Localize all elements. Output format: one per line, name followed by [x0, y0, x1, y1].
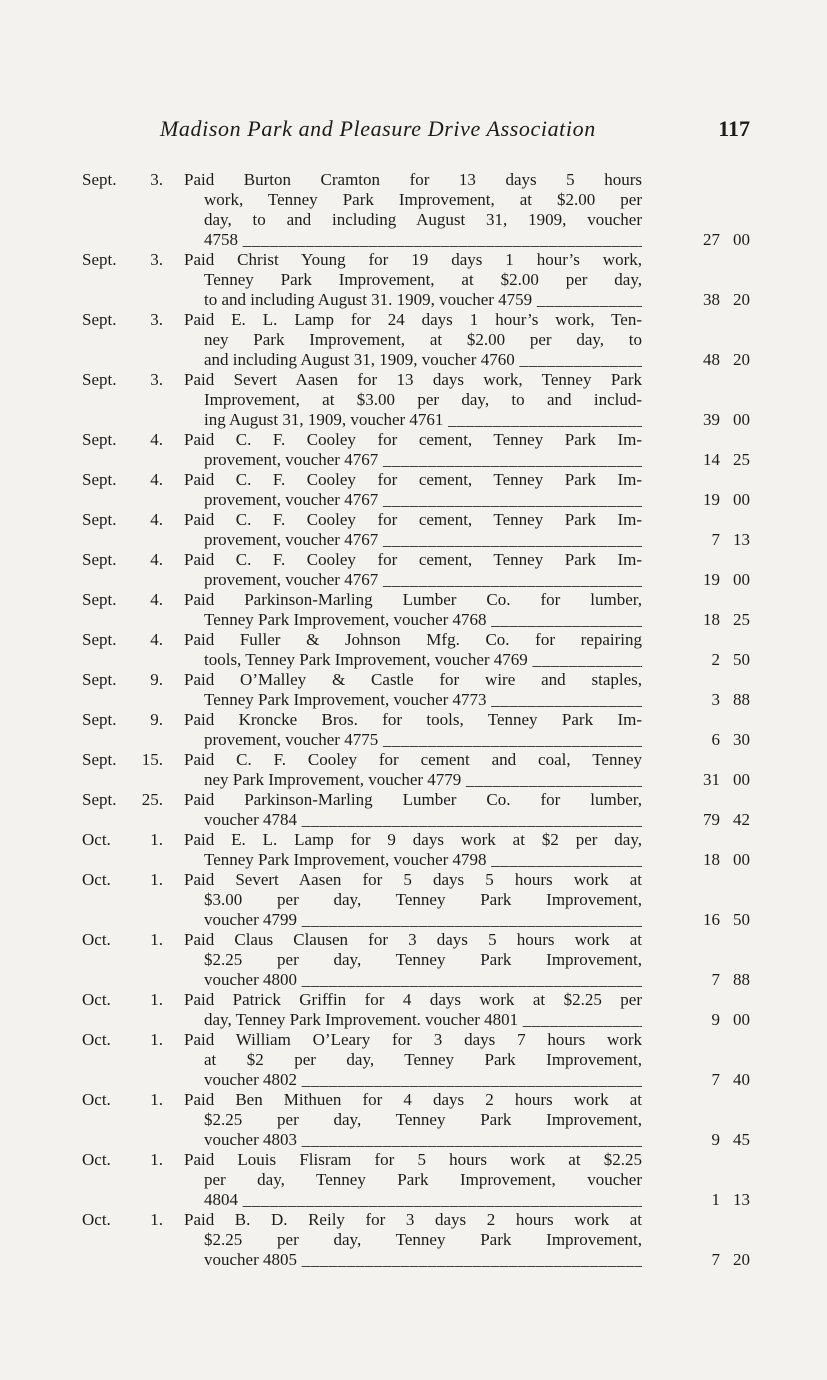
- entry-text-line: voucher 4784 _____: [184, 810, 642, 830]
- entry-text-line: provement, voucher 4775 _____: [184, 730, 642, 750]
- entry-amount: [688, 770, 750, 790]
- entry-text-line: Improvement, at $3.00 per day, to and includ-: [204, 390, 642, 409]
- amount-dollars: 31: [703, 770, 720, 789]
- entry-text-line: Paid O’Malley & Castle for wire and staples,: [184, 670, 642, 689]
- amount-dollars: 48: [703, 350, 720, 369]
- amount-dollars: 18: [703, 850, 720, 869]
- entry-description: [184, 870, 642, 930]
- entry-description: [184, 250, 642, 310]
- amount-cents: 00: [733, 410, 750, 429]
- entry-text-line: Paid Ben Mithuen for 4 days 2 hours work at: [184, 1090, 642, 1109]
- entry-text-line: Tenney Park Improvement, voucher 4798 _____: [184, 850, 642, 870]
- entry-text-line: $2.25 per day, Tenney Park Improvement,: [204, 950, 642, 969]
- amount-cents: 42: [733, 810, 750, 829]
- entry-amount: [688, 610, 750, 630]
- entry-day: 9.: [150, 670, 163, 689]
- entry-day: 4.: [150, 630, 163, 649]
- entry-day: 1.: [150, 1090, 163, 1109]
- entry-text-line: voucher 4805 _____: [184, 1250, 642, 1270]
- ledger-entry: [0, 870, 827, 930]
- entry-description: [184, 470, 642, 510]
- entry-amount: [688, 690, 750, 710]
- entry-text-line: at $2 per day, Tenney Park Improvement,: [204, 1050, 642, 1069]
- entry-description: [184, 370, 642, 430]
- amount-dollars: 38: [703, 290, 720, 309]
- entry-text-line: Tenney Park Improvement, at $2.00 per day,: [204, 270, 642, 289]
- entry-day: 4.: [150, 510, 163, 529]
- entry-amount: [688, 730, 750, 750]
- entry-text-line: voucher 4799 _____: [184, 910, 642, 930]
- ledger-entry: [0, 1030, 827, 1090]
- amount-dollars: 18: [703, 610, 720, 629]
- entry-day: 25.: [141, 790, 163, 809]
- entry-amount: [688, 450, 750, 470]
- entry-month: Sept.: [82, 550, 117, 569]
- ledger-entry: [0, 930, 827, 990]
- amount-dollars: 19: [703, 490, 720, 509]
- entry-amount: [688, 850, 750, 870]
- entry-day: 3.: [150, 370, 163, 389]
- ledger-entry: [0, 170, 827, 250]
- amount-cents: 20: [733, 290, 750, 309]
- amount-dollars: 9: [711, 1130, 720, 1149]
- entry-description: [184, 630, 642, 670]
- amount-cents: 25: [733, 450, 750, 469]
- ledger-entry: [0, 250, 827, 310]
- ledger-entry: [0, 370, 827, 430]
- ledger-entry: [0, 630, 827, 670]
- entry-amount: [688, 350, 750, 370]
- entry-text-line: to and including August 31. 1909, voucher 4759 _____: [184, 290, 642, 310]
- entry-month: Sept.: [82, 790, 117, 809]
- entry-text-line: Paid Burton Cramton for 13 days 5 hours: [184, 170, 642, 189]
- ledger-entry: [0, 470, 827, 510]
- entry-amount: [688, 650, 750, 670]
- entry-text-line: Paid Fuller & Johnson Mfg. Co. for repairing: [184, 630, 642, 649]
- entry-month: Sept.: [82, 630, 117, 649]
- ledger-entry: [0, 790, 827, 830]
- entry-month: Oct.: [82, 990, 111, 1009]
- entry-text-line: voucher 4800 _____: [184, 970, 642, 990]
- entry-amount: [688, 570, 750, 590]
- entry-day: 3.: [150, 310, 163, 329]
- entry-amount: [688, 1130, 750, 1150]
- entry-text-line: provement, voucher 4767 _____: [184, 530, 642, 550]
- entry-text-line: ney Park Improvement, at $2.00 per day, to: [204, 330, 642, 349]
- entry-text-line: Paid Louis Flisram for 5 hours work at $2.25: [184, 1150, 642, 1169]
- ledger-entry: [0, 430, 827, 470]
- amount-cents: 13: [733, 1190, 750, 1209]
- entry-day: 4.: [150, 470, 163, 489]
- ledger-entry: [0, 710, 827, 750]
- entry-month: Oct.: [82, 1090, 111, 1109]
- amount-dollars: 6: [711, 730, 720, 749]
- amount-cents: 50: [733, 910, 750, 929]
- entry-day: 3.: [150, 170, 163, 189]
- entry-description: [184, 550, 642, 590]
- ledger-entry: [0, 750, 827, 790]
- entry-text-line: voucher 4803 _____: [184, 1130, 642, 1150]
- entry-description: [184, 790, 642, 830]
- entry-text-line: day, Tenney Park Improvement. voucher 4801 _____: [184, 1010, 642, 1030]
- amount-cents: 00: [733, 850, 750, 869]
- entry-text-line: $2.25 per day, Tenney Park Improvement,: [204, 1110, 642, 1129]
- entry-month: Oct.: [82, 930, 111, 949]
- entry-amount: [688, 810, 750, 830]
- amount-dollars: 7: [711, 530, 720, 549]
- amount-cents: 00: [733, 1010, 750, 1029]
- entry-amount: [688, 530, 750, 550]
- entry-amount: [688, 410, 750, 430]
- entry-day: 1.: [150, 830, 163, 849]
- entry-month: Oct.: [82, 1210, 111, 1229]
- entry-description: [184, 590, 642, 630]
- entry-amount: [688, 1250, 750, 1270]
- entry-text-line: Paid Severt Aasen for 13 days work, Tenney Park: [184, 370, 642, 389]
- amount-dollars: 16: [703, 910, 720, 929]
- entry-text-line: per day, Tenney Park Improvement, voucher: [204, 1170, 642, 1189]
- ledger-entry: [0, 1150, 827, 1210]
- entry-text-line: Tenney Park Improvement, voucher 4773 _____: [184, 690, 642, 710]
- entry-text-line: tools, Tenney Park Improvement, voucher 4769 _____: [184, 650, 642, 670]
- entry-text-line: Paid C. F. Cooley for cement, Tenney Park Im-: [184, 510, 642, 529]
- amount-cents: 40: [733, 1070, 750, 1089]
- entry-month: Sept.: [82, 310, 117, 329]
- entry-description: [184, 1210, 642, 1270]
- entry-day: 4.: [150, 550, 163, 569]
- entry-text-line: ing August 31, 1909, voucher 4761 _____: [184, 410, 642, 430]
- entry-day: 1.: [150, 1150, 163, 1169]
- amount-dollars: 7: [711, 970, 720, 989]
- entry-text-line: Paid Claus Clausen for 3 days 5 hours work at: [184, 930, 642, 949]
- amount-cents: 88: [733, 690, 750, 709]
- entry-text-line: Paid Christ Young for 19 days 1 hour’s work,: [184, 250, 642, 269]
- ledger-entry: [0, 510, 827, 550]
- entry-month: Oct.: [82, 1030, 111, 1049]
- amount-dollars: 3: [711, 690, 720, 709]
- entry-text-line: Paid E. L. Lamp for 24 days 1 hour’s work, Ten-: [184, 310, 642, 329]
- amount-cents: 00: [733, 770, 750, 789]
- entry-amount: [688, 1190, 750, 1210]
- entry-amount: [688, 1070, 750, 1090]
- entry-text-line: Paid C. F. Cooley for cement, Tenney Park Im-: [184, 550, 642, 569]
- entry-description: [184, 1030, 642, 1090]
- entry-description: [184, 310, 642, 370]
- entry-month: Oct.: [82, 1150, 111, 1169]
- entry-text-line: Paid C. F. Cooley for cement, Tenney Park Im-: [184, 470, 642, 489]
- entry-text-line: Paid E. L. Lamp for 9 days work at $2 per day,: [184, 830, 642, 849]
- header-title: Madison Park and Pleasure Drive Association: [160, 116, 596, 141]
- entry-text-line: Tenney Park Improvement, voucher 4768 _____: [184, 610, 642, 630]
- entry-amount: [688, 970, 750, 990]
- entry-month: Sept.: [82, 710, 117, 729]
- entry-month: Sept.: [82, 470, 117, 489]
- entry-month: Sept.: [82, 170, 117, 189]
- entry-month: Sept.: [82, 590, 117, 609]
- entry-text-line: 4804 _____: [184, 1190, 642, 1210]
- entry-month: Sept.: [82, 750, 117, 769]
- amount-cents: 50: [733, 650, 750, 669]
- entry-text-line: and including August 31, 1909, voucher 4760 _____: [184, 350, 642, 370]
- entry-description: [184, 830, 642, 870]
- entry-day: 4.: [150, 590, 163, 609]
- entry-text-line: $2.25 per day, Tenney Park Improvement,: [204, 1230, 642, 1249]
- entry-description: [184, 430, 642, 470]
- entry-text-line: 4758 _____: [184, 230, 642, 250]
- entry-text-line: Paid William O’Leary for 3 days 7 hours work: [184, 1030, 642, 1049]
- entry-text-line: voucher 4802 _____: [184, 1070, 642, 1090]
- amount-cents: 13: [733, 530, 750, 549]
- entry-description: [184, 1150, 642, 1210]
- entry-text-line: work, Tenney Park Improvement, at $2.00 per: [204, 190, 642, 209]
- amount-dollars: 7: [711, 1250, 720, 1269]
- amount-dollars: 14: [703, 450, 720, 469]
- ledger-entry: [0, 310, 827, 370]
- amount-cents: 00: [733, 570, 750, 589]
- ledger-entry: [0, 1090, 827, 1150]
- entry-amount: [688, 290, 750, 310]
- amount-cents: 00: [733, 490, 750, 509]
- entry-description: [184, 990, 642, 1030]
- page-number: 117: [718, 116, 750, 141]
- amount-dollars: 7: [711, 1070, 720, 1089]
- entry-day: 1.: [150, 1210, 163, 1229]
- entry-amount: [688, 230, 750, 250]
- entry-day: 9.: [150, 710, 163, 729]
- amount-dollars: 1: [711, 1190, 720, 1209]
- entry-day: 1.: [150, 1030, 163, 1049]
- amount-cents: 88: [733, 970, 750, 989]
- entry-text-line: day, to and including August 31, 1909, voucher: [204, 210, 642, 229]
- entry-text-line: provement, voucher 4767 _____: [184, 490, 642, 510]
- entry-text-line: Paid Parkinson-Marling Lumber Co. for lumber,: [184, 590, 642, 609]
- entry-description: [184, 930, 642, 990]
- entry-text-line: Paid B. D. Reily for 3 days 2 hours work at: [184, 1210, 642, 1229]
- amount-cents: 30: [733, 730, 750, 749]
- entry-day: 4.: [150, 430, 163, 449]
- entry-month: Sept.: [82, 250, 117, 269]
- entry-description: [184, 710, 642, 750]
- entry-description: [184, 1090, 642, 1150]
- entry-text-line: Paid Parkinson-Marling Lumber Co. for lumber,: [184, 790, 642, 809]
- ledger-entry: [0, 830, 827, 870]
- entry-description: [184, 750, 642, 790]
- entry-day: 1.: [150, 930, 163, 949]
- ledger-entry: [0, 550, 827, 590]
- amount-dollars: 27: [703, 230, 720, 249]
- amount-dollars: 79: [703, 810, 720, 829]
- entry-text-line: Paid Patrick Griffin for 4 days work at $2.25 per: [184, 990, 642, 1009]
- amount-dollars: 19: [703, 570, 720, 589]
- amount-dollars: 2: [711, 650, 720, 669]
- entry-text-line: Paid Kroncke Bros. for tools, Tenney Park Im-: [184, 710, 642, 729]
- entry-amount: [688, 910, 750, 930]
- amount-cents: 20: [733, 350, 750, 369]
- entry-text-line: Paid Severt Aasen for 5 days 5 hours work at: [184, 870, 642, 889]
- amount-cents: 00: [733, 230, 750, 249]
- entry-month: Oct.: [82, 830, 111, 849]
- ledger-entry: [0, 1210, 827, 1270]
- entry-text-line: $3.00 per day, Tenney Park Improvement,: [204, 890, 642, 909]
- entry-month: Oct.: [82, 870, 111, 889]
- entry-day: 3.: [150, 250, 163, 269]
- ledger-entry: [0, 590, 827, 630]
- entry-text-line: ney Park Improvement, voucher 4779 _____: [184, 770, 642, 790]
- entry-day: 15.: [141, 750, 163, 769]
- entry-amount: [688, 1010, 750, 1030]
- entry-day: 1.: [150, 870, 163, 889]
- amount-dollars: 39: [703, 410, 720, 429]
- entry-day: 1.: [150, 990, 163, 1009]
- amount-cents: 45: [733, 1130, 750, 1149]
- amount-dollars: 9: [711, 1010, 720, 1029]
- entry-text-line: Paid C. F. Cooley for cement and coal, Tenney: [184, 750, 642, 769]
- ledger-entry: [0, 670, 827, 710]
- entry-description: [184, 670, 642, 710]
- entry-text-line: Paid C. F. Cooley for cement, Tenney Park Im-: [184, 430, 642, 449]
- entry-description: [184, 510, 642, 550]
- amount-cents: 25: [733, 610, 750, 629]
- entry-month: Sept.: [82, 670, 117, 689]
- ledger-entry: [0, 990, 827, 1030]
- entry-text-line: provement, voucher 4767 _____: [184, 570, 642, 590]
- entry-month: Sept.: [82, 430, 117, 449]
- entry-month: Sept.: [82, 510, 117, 529]
- running-header: [160, 116, 752, 146]
- entry-description: [184, 170, 642, 250]
- entry-month: Sept.: [82, 370, 117, 389]
- amount-cents: 20: [733, 1250, 750, 1269]
- entry-amount: [688, 490, 750, 510]
- entry-text-line: provement, voucher 4767 _____: [184, 450, 642, 470]
